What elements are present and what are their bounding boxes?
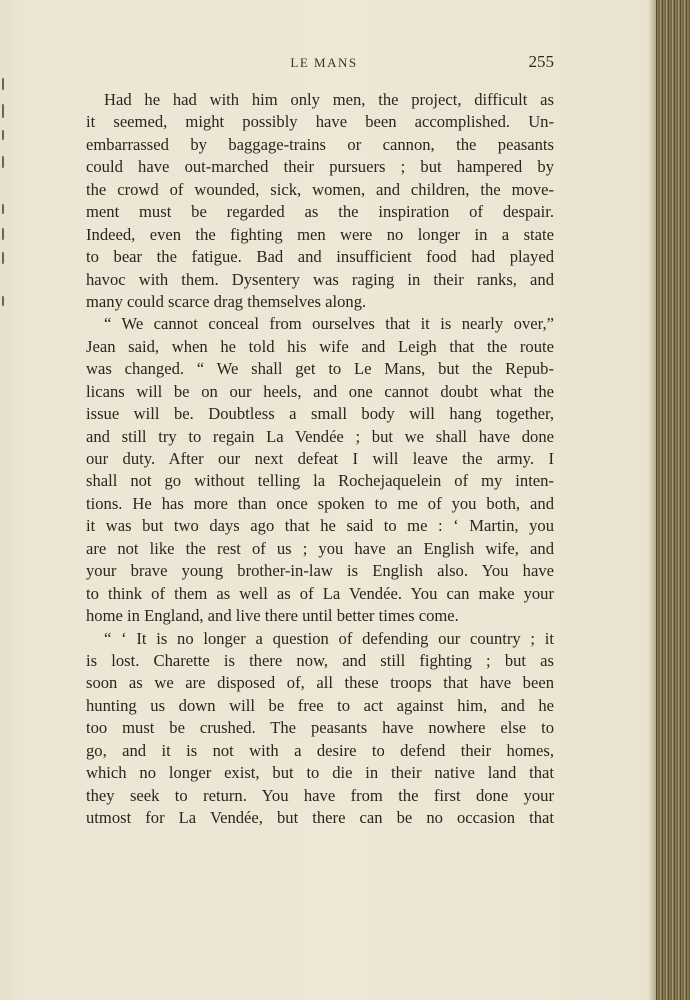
text-line: it seemed, might possibly have been accomplished. Un- [86, 112, 554, 132]
text-line: licans will be on our heels, and one cannot doubt what the [86, 381, 554, 401]
text-line: havoc with them. Dysentery was raging in their ranks, and [86, 269, 554, 289]
text-line: and still try to regain La Vendée ; but we shall have done [86, 426, 554, 446]
text-line: issue will be. Doubtless a small body will hang together, [86, 404, 554, 424]
text-line: Indeed, even the fighting men were no longer in a state [86, 224, 554, 244]
text-line: our duty. After our next defeat I will leave the army. I [86, 449, 554, 468]
text-line: home in England, and live there until better times come. [86, 606, 459, 626]
paragraph [86, 89, 554, 313]
running-head: LE MANS [290, 55, 358, 70]
text-line: are not like the rest of us ; you have an English wife, and [86, 538, 554, 558]
text-line: could have out-marched their pursuers ; but hampered by [86, 157, 554, 177]
text-line: embarrassed by baggage-trains or cannon, the peasants [86, 134, 554, 154]
text-line: your brave young brother-in-law is English also. You have [86, 561, 554, 581]
body-text [86, 89, 554, 829]
text-line: “ We cannot conceal from ourselves that it is nearly over,” [104, 314, 554, 334]
text-line: is lost. Charette is there now, and still fighting ; but as [86, 650, 554, 670]
text-line: many could scarce drag themselves along. [86, 291, 367, 311]
text-line: “ ‘ It is no longer a question of defending our country ; it [104, 628, 554, 648]
text-line: hunting us down will be free to act against him, and he [86, 695, 554, 715]
text-line: tions. He has more than once spoken to me of you both, and [86, 493, 554, 513]
facing-page-remnants [0, 70, 14, 330]
text-line: was changed. “ We shall get to Le Mans, but the Repub- [86, 359, 554, 379]
text-line: go, and it is not with a desire to defend their homes, [86, 740, 554, 760]
text-line: ment must be regarded as the inspiration of despair. [86, 202, 554, 222]
text-line: the crowd of wounded, sick, women, and children, the move- [86, 179, 554, 199]
text-line: shall not go without telling la Rochejaquelein of my inten- [86, 471, 554, 491]
text-line: which no longer exist, but to die in their native land that [86, 763, 554, 783]
text-line: to bear the fatigue. Bad and insufficient food had played [86, 247, 554, 267]
page-stack-edge [656, 0, 690, 1000]
text-line: Jean said, when he told his wife and Leigh that the route [86, 336, 554, 356]
text-line: it was but two days ago that he said to me : ‘ Martin, you [86, 516, 554, 536]
page-number: 255 [528, 52, 554, 71]
text-line: utmost for La Vendée, but there can be no occasion that [86, 808, 554, 827]
paragraph [86, 628, 554, 830]
text-line: soon as we are disposed of, all these troops that have been [86, 673, 554, 693]
text-line: Had he had with him only men, the project, difficult as [104, 90, 554, 109]
text-line: they seek to return. You have from the first done your [86, 785, 554, 805]
text-line: too must be crushed. The peasants have nowhere else to [86, 718, 554, 738]
paragraph [86, 313, 554, 627]
page-header [86, 52, 554, 76]
text-line: to think of them as well as of La Vendée. You can make your [86, 583, 554, 603]
